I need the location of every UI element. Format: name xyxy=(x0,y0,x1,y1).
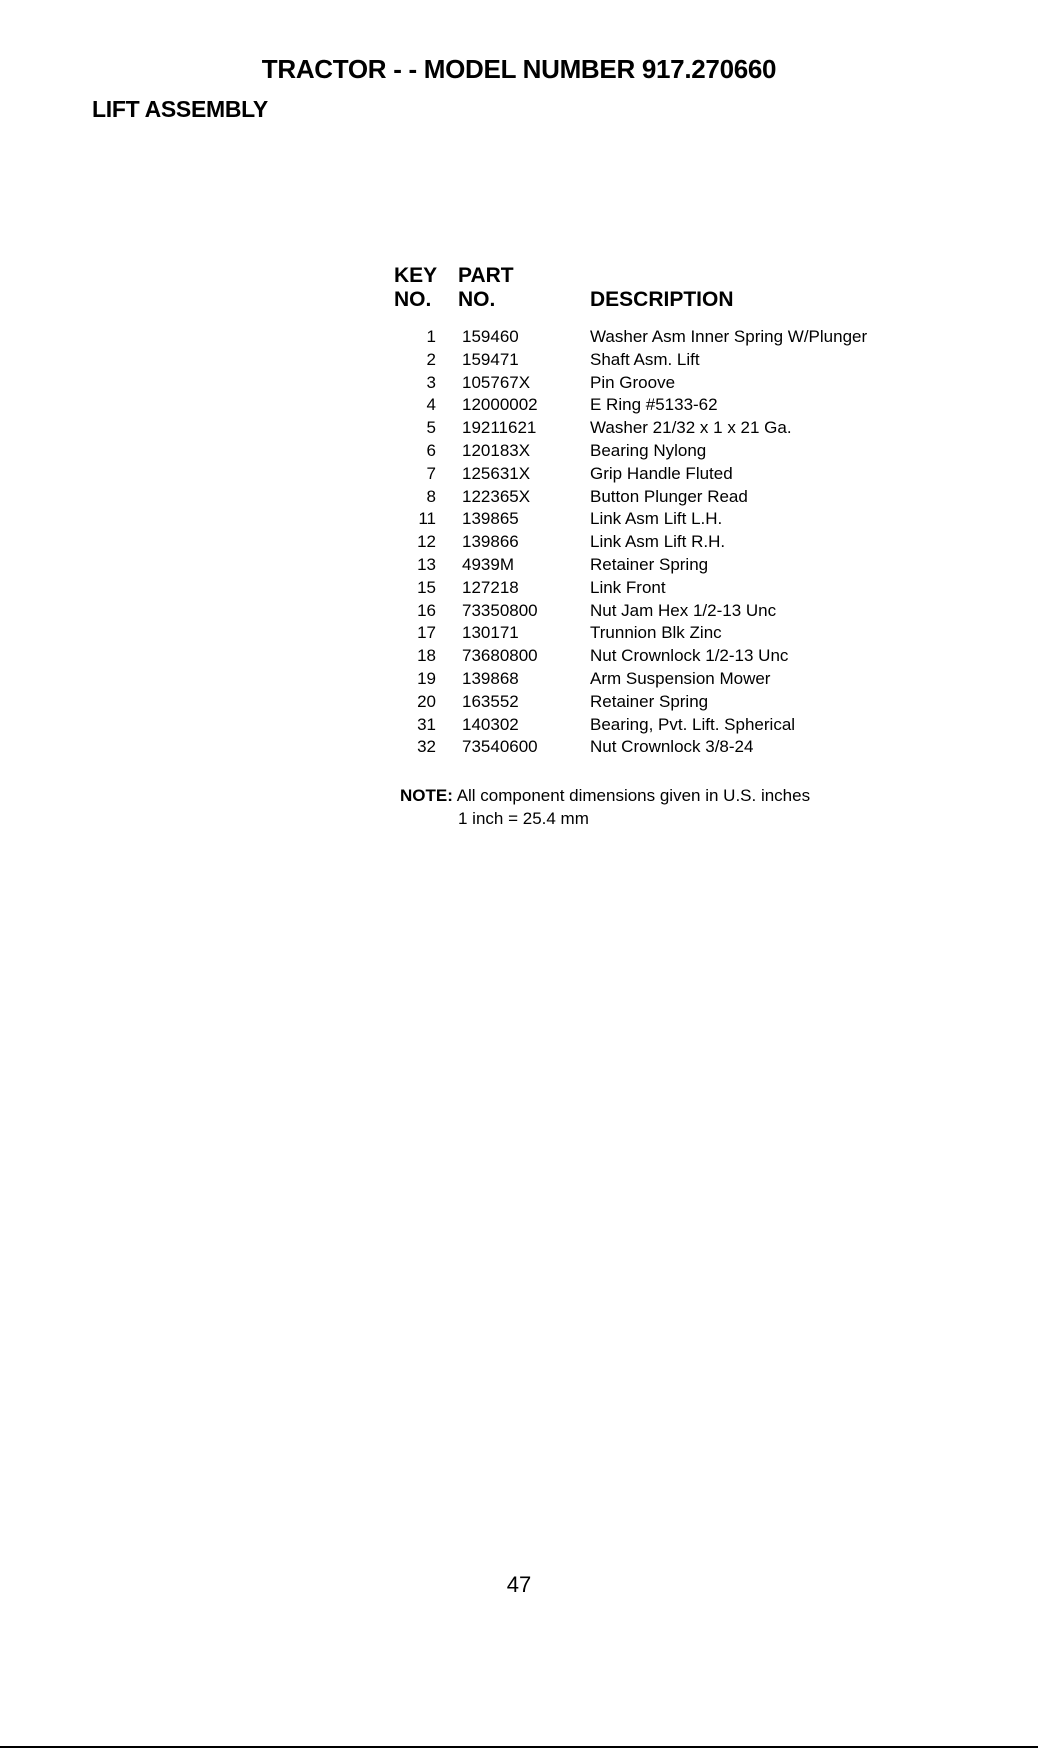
part-number: 140302 xyxy=(462,714,519,734)
section-heading: LIFT ASSEMBLY xyxy=(92,96,268,122)
parts-list xyxy=(394,326,954,759)
table-row xyxy=(394,577,954,600)
part-header-line1: PART xyxy=(458,264,514,287)
note-line1: All component dimensions given in U.S. inches xyxy=(456,786,811,805)
key-number: 31 xyxy=(417,714,436,734)
part-number: 73350800 xyxy=(462,600,538,620)
part-number: 163552 xyxy=(462,691,519,711)
table-row xyxy=(394,714,954,737)
key-number: 15 xyxy=(417,577,436,597)
part-number: 122365X xyxy=(462,486,531,506)
part-description: Bearing, Pvt. Lift. Spherical xyxy=(590,714,796,734)
note-block xyxy=(400,784,810,830)
key-number: 19 xyxy=(417,668,436,688)
table-row xyxy=(394,600,954,623)
description-header: DESCRIPTION xyxy=(590,288,734,311)
note-line2: 1 inch = 25.4 mm xyxy=(458,809,589,828)
part-description: Bearing Nylong xyxy=(590,440,707,460)
part-number: 4939M xyxy=(462,554,514,574)
table-row xyxy=(394,326,954,349)
table-row xyxy=(394,645,954,668)
part-description: Link Asm Lift L.H. xyxy=(590,509,723,529)
table-row xyxy=(394,417,954,440)
part-number: 105767X xyxy=(462,372,531,392)
part-description: Retainer Spring xyxy=(590,691,709,711)
part-number: 12000002 xyxy=(462,395,538,415)
part-description: Retainer Spring xyxy=(590,554,709,574)
key-number: 20 xyxy=(417,691,436,711)
part-number: 19211621 xyxy=(462,418,537,438)
part-description: Shaft Asm. Lift xyxy=(590,349,700,369)
key-number: 6 xyxy=(426,440,436,460)
key-number: 11 xyxy=(418,509,436,529)
key-number: 18 xyxy=(417,646,436,666)
part-description: Trunnion Blk Zinc xyxy=(590,623,722,643)
part-description: Link Asm Lift R.H. xyxy=(590,532,726,552)
key-number: 7 xyxy=(426,463,436,483)
key-header-line2: NO. xyxy=(394,288,432,311)
key-number: 3 xyxy=(426,372,436,392)
part-number: 139866 xyxy=(462,532,519,552)
part-number: 125631X xyxy=(462,463,531,483)
table-row xyxy=(394,372,954,395)
key-number: 13 xyxy=(417,554,436,574)
page-title: TRACTOR - - MODEL NUMBER 917.270660 xyxy=(261,54,777,84)
key-number: 8 xyxy=(426,486,436,506)
part-description: Arm Suspension Mower xyxy=(590,668,771,688)
part-number: 73540600 xyxy=(462,737,538,757)
part-number: 130171 xyxy=(462,623,519,643)
key-number: 12 xyxy=(417,532,436,552)
table-row xyxy=(394,349,954,372)
part-description: Washer Asm Inner Spring W/Plunger xyxy=(590,327,868,346)
key-number: 2 xyxy=(426,349,436,369)
table-row xyxy=(394,440,954,463)
part-description: Button Plunger Read xyxy=(590,486,748,506)
key-number: 32 xyxy=(417,737,436,757)
part-number: 159471 xyxy=(462,349,519,369)
part-description: E Ring #5133-62 xyxy=(590,395,718,415)
part-number: 139865 xyxy=(462,509,519,529)
table-row xyxy=(394,394,954,417)
part-number: 120183X xyxy=(462,440,531,460)
table-row xyxy=(394,531,954,554)
part-description: Washer 21/32 x 1 x 21 Ga. xyxy=(590,418,792,438)
part-number: 139868 xyxy=(462,668,519,688)
key-number: 17 xyxy=(417,623,436,643)
part-number: 127218 xyxy=(462,577,519,597)
key-number: 16 xyxy=(417,600,436,620)
part-description: Grip Handle Fluted xyxy=(590,463,733,483)
key-number: 4 xyxy=(426,395,436,415)
table-row xyxy=(394,691,954,714)
table-row xyxy=(394,554,954,577)
page-number: 47 xyxy=(506,1572,532,1597)
table-row xyxy=(394,622,954,645)
part-description: Pin Groove xyxy=(590,372,676,392)
part-number: 73680800 xyxy=(462,646,538,666)
table-row xyxy=(394,486,954,509)
key-number: 5 xyxy=(426,418,436,438)
table-row xyxy=(394,508,954,531)
part-number: 159460 xyxy=(462,327,519,346)
table-row xyxy=(394,736,954,759)
key-header-line1: KEY xyxy=(394,264,438,287)
part-description: Nut Crownlock 3/8-24 xyxy=(590,737,754,757)
key-number: 1 xyxy=(426,327,436,346)
note-label: NOTE: xyxy=(400,786,453,805)
table-row xyxy=(394,463,954,486)
part-description: Nut Crownlock 1/2-13 Unc xyxy=(590,646,789,666)
table-row xyxy=(394,668,954,691)
part-header-line2: NO. xyxy=(458,288,496,311)
part-description: Link Front xyxy=(590,577,666,597)
part-description: Nut Jam Hex 1/2-13 Unc xyxy=(590,600,777,620)
